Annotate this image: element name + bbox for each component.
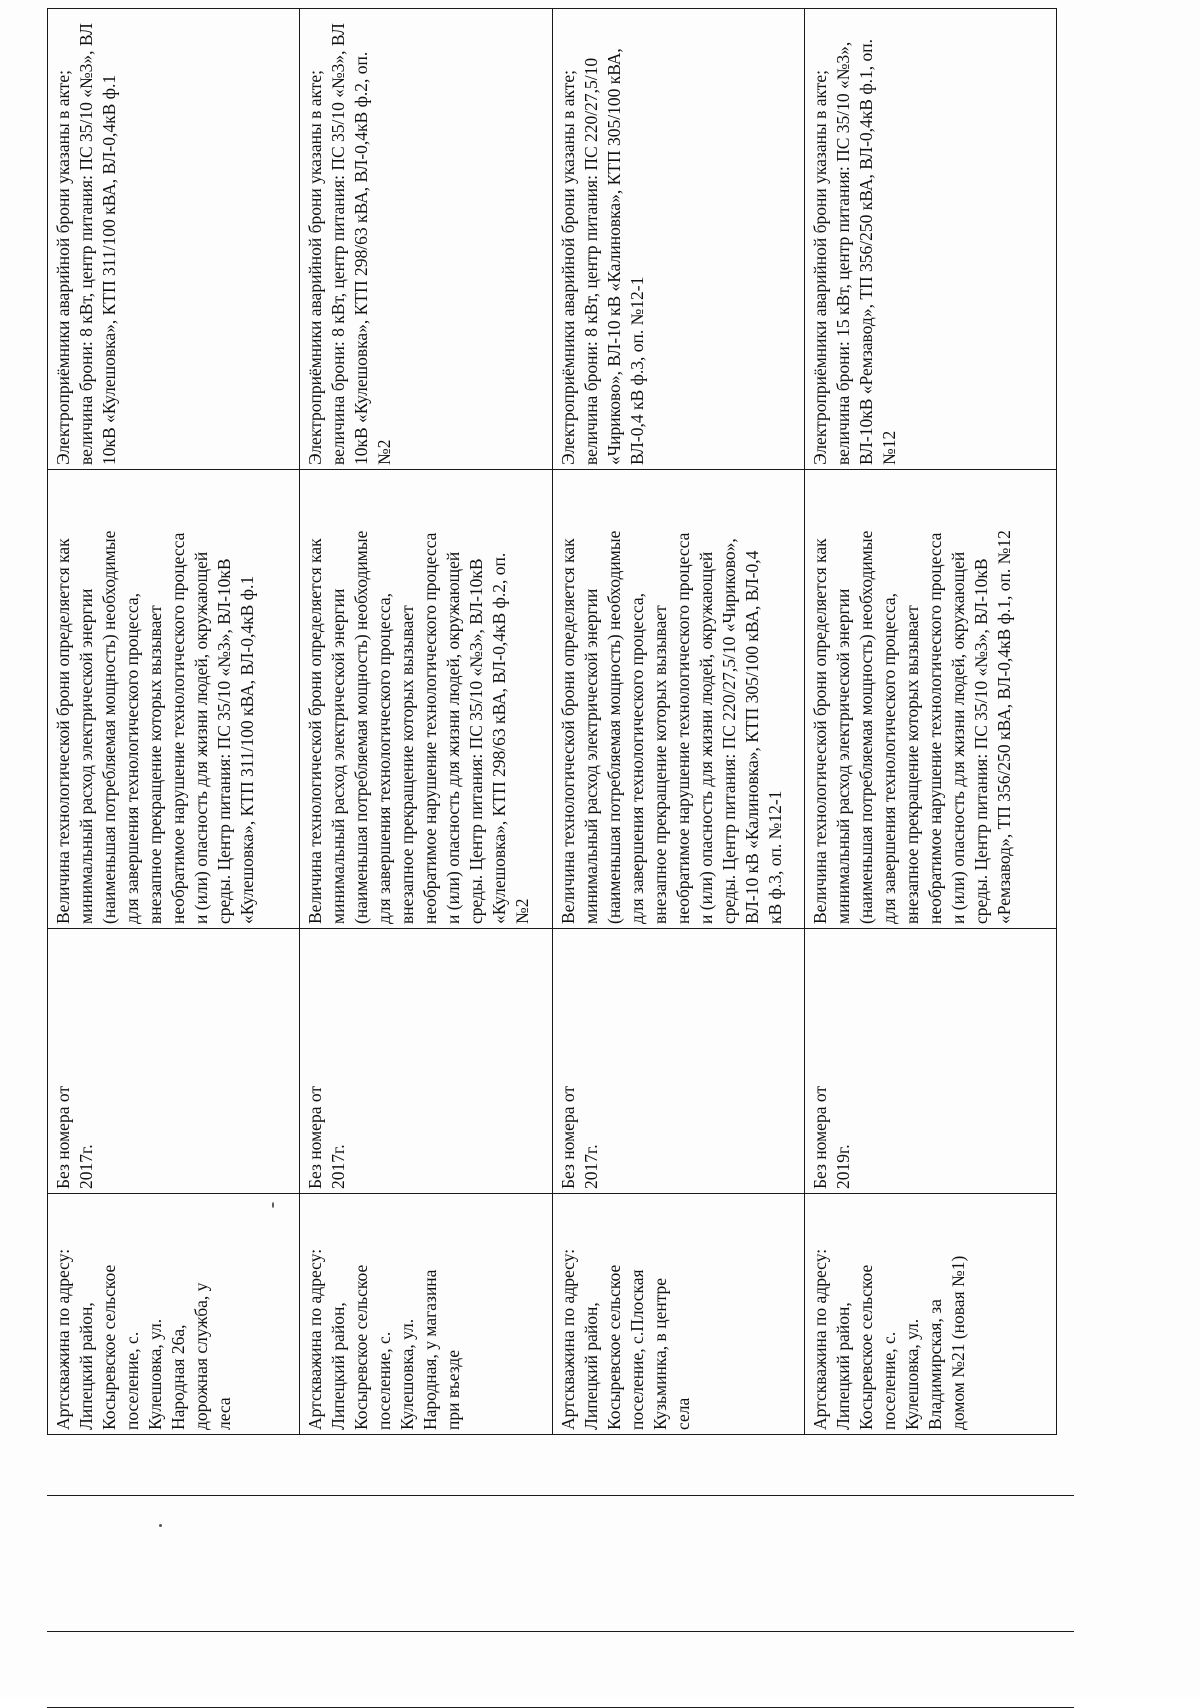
cell-text-line: Кулешовка, ул. [397,1318,418,1430]
cell-text-line: минимальный расход электрической энергии [832,588,853,924]
cell-text-line: ВЛ-10 кВ «Калиновка», КТП 305/100 кВА, ВЛ-0,4 [741,550,762,924]
cell-text-line: величина брони: 15 кВт, центр питания: ПС 35/10 «№3», [832,41,853,465]
cell-text-line: 2017г. [328,1144,349,1189]
cell-text-line: Без номера от [305,1085,326,1189]
cell-text-line: Косыревское сельское [603,1264,624,1430]
table-row [48,9,300,1435]
cell-text-line: Величина технологической брони определяется как [557,538,578,924]
cell-text-line: величина брони: 8 кВт, центр питания: ПС 35/10 «№3», ВЛ [76,23,96,465]
cell-text-line: и (или) опасность для жизни людей, окружающей [443,551,464,924]
cell-text-line: поселение, с.Плоская [626,1269,647,1430]
cell-text-line: 2017г. [580,1144,601,1189]
cell-text-line: Народная 26а, [168,1324,188,1430]
cell-text-line: леса [214,1397,234,1430]
cell-text-line: «Чириково», ВЛ-10 кВ «Калиновка», КТП 305/100 кВА, [603,48,624,465]
cell-text-line: Электроприёмники аварийной брони указаны в акте; [557,69,578,465]
cell-text-line: Кулешовка, ул. [145,1318,165,1430]
table-row [552,9,804,1435]
cell-text-line: «Кулешовка», КТП 298/63 кВА, ВЛ-0,4кВ ф.2, оп. [489,552,510,924]
cell-text-line: Электроприёмники аварийной брони указаны в акте; [53,69,73,465]
cell-text-line: для завершения технологического процесса, [626,593,647,924]
cell-text-line: ВЛ-0,4 кВ ф.3, оп. №12-1 [626,276,647,465]
act-cell [300,929,552,1194]
cell-text-line: среды. Центр питания: ПС 35/10 «№3», ВЛ-10кВ [970,558,991,924]
cell-text-line: для завершения технологического процесса, [374,593,395,924]
act-cell [48,929,300,1194]
tech-reserve-cell [300,470,552,929]
cell-text-line: Артскважина по адресу: [305,1248,326,1430]
cell-text-line: поселение, с. [374,1331,395,1430]
emergency-reserve-cell [804,9,1056,470]
cell-text-line: для завершения технологического процесса, [122,593,142,924]
cell-text-line: и (или) опасность для жизни людей, окружающей [695,551,716,924]
cell-text-line: №12 [878,430,899,465]
cell-text-line: величина брони: 8 кВт, центр питания: ПС 35/10 «№3», ВЛ [328,23,349,465]
cell-text-line: Без номера от [557,1085,578,1189]
cell-text-line: среды. Центр питания: ПС 35/10 «№3», ВЛ-10кВ [214,558,234,924]
emergency-reserve-cell [48,9,300,470]
cell-text-line: дорожная служба, у [191,1282,211,1430]
cell-text-line: №2 [512,898,533,924]
table-row [804,9,1056,1435]
cell-text-line: величина брони: 8 кВт, центр питания: ПС 220/27,5/10 [580,57,601,465]
cell-text-line: Электроприёмники аварийной брони указаны в акте; [809,69,830,465]
tech-reserve-cell [48,470,300,929]
scan-speck [272,1202,274,1208]
cell-text-line: для завершения технологического процесса, [878,593,899,924]
tech-reserve-cell [552,470,804,929]
cell-text-line: (наименьшая потребляемая мощность) необходимые [603,530,624,924]
cell-text-line: Без номера от [53,1085,73,1189]
cell-text-line: Косыревское сельское [351,1264,372,1430]
cell-text-line: минимальный расход электрической энергии [76,588,96,924]
cell-text-line: села [672,1397,693,1430]
cell-text-line: Артскважина по адресу: [557,1248,578,1430]
object-cell [300,1194,552,1435]
cell-text-line: 2019г. [832,1144,853,1189]
cell-text-line: необратимое нарушение технологического процесса [672,532,693,924]
cell-text-line: внезапное прекращение которых вызывает [901,605,922,924]
object-cell [804,1194,1056,1435]
cell-text-line: и (или) опасность для жизни людей, окружающей [947,551,968,924]
signature-line [47,1631,1074,1632]
cell-text-line: минимальный расход электрической энергии [580,588,601,924]
cell-text-line: Липецкий район, [328,1302,349,1430]
cell-text-line: (наименьшая потребляемая мощность) необходимые [351,530,372,924]
cell-text-line: 10кВ «Кулешовка», КТП 298/63 кВА, ВЛ-0,4кВ ф.2, оп. [351,51,372,465]
cell-text-line: Кузьминка, в центре [649,1277,670,1430]
signature-line [47,1495,1074,1496]
cell-text-line: среды. Центр питания: ПС 220/27,5/10 «Чириково», [718,538,739,924]
table-row [300,9,552,1435]
emergency-reserve-cell [300,9,552,470]
cell-text-line: Народная, у магазина [420,1269,441,1430]
cell-text-line: среды. Центр питания: ПС 35/10 «№3», ВЛ-10кВ [466,558,487,924]
cell-text-line: Величина технологической брони определяется как [305,538,326,924]
cell-text-line: необратимое нарушение технологического процесса [420,532,441,924]
cell-text-line: Липецкий район, [76,1302,96,1430]
cell-text-line: Владимирская, за [924,1299,945,1430]
cell-text-line: Липецкий район, [580,1302,601,1430]
object-cell [48,1194,300,1435]
cell-text-line: «Кулешовка», КТП 311/100 кВА, ВЛ-0,4кВ ф.1 [237,575,257,924]
cell-text-line: Величина технологической брони определяется как [53,538,73,924]
cell-text-line: 10кВ «Кулешовка», КТП 311/100 кВА, ВЛ-0,4кВ ф.1 [99,74,119,465]
cell-text-line: «Ремзавод», ТП 356/250 кВА, ВЛ-0,4кВ ф.1, оп. №12 [993,530,1014,924]
cell-text-line: внезапное прекращение которых вызывает [145,605,165,924]
cell-text-line: и (или) опасность для жизни людей, окружающей [191,551,211,924]
emergency-reserve-cell [552,9,804,470]
cell-text-line: Величина технологической брони определяется как [809,538,830,924]
cell-text-line: кВ ф.3, оп. №12-1 [764,790,785,924]
act-cell [804,929,1056,1194]
cell-text-line: минимальный расход электрической энергии [328,588,349,924]
cell-text-line: (наименьшая потребляемая мощность) необходимые [99,530,119,924]
cell-text-line: Без номера от [809,1085,830,1189]
tech-reserve-cell [804,470,1056,929]
cell-text-line: Косыревское сельское [855,1264,876,1430]
act-cell [552,929,804,1194]
rotated-table-wrapper [47,23,1057,1435]
cell-text-line: Кулешовка, ул. [901,1318,922,1430]
cell-text-line: внезапное прекращение которых вызывает [649,605,670,924]
cell-text-line: ВЛ-10кВ «Ремзавод», ТП 356/250 кВА, ВЛ-0,4кВ ф.1, оп. [855,38,876,465]
cell-text-line: Артскважина по адресу: [53,1248,73,1430]
cell-text-line: при въезде [443,1350,464,1430]
cell-text-line: поселение, с. [122,1331,142,1430]
cell-text-line: (наименьшая потребляемая мощность) необходимые [855,530,876,924]
cell-text-line: поселение, с. [878,1331,899,1430]
scan-speck [159,1524,162,1527]
cell-text-line: необратимое нарушение технологического процесса [168,532,188,924]
backup-power-table [47,8,1057,1435]
cell-text-line: необратимое нарушение технологического процесса [924,532,945,924]
cell-text-line: 2017г. [76,1144,96,1189]
cell-text-line: №2 [374,439,395,465]
cell-text-line: внезапное прекращение которых вызывает [397,605,418,924]
cell-text-line: Артскважина по адресу: [809,1248,830,1430]
cell-text-line: Косыревское сельское [99,1264,119,1430]
object-cell [552,1194,804,1435]
cell-text-line: Липецкий район, [832,1302,853,1430]
cell-text-line: Электроприёмники аварийной брони указаны в акте; [305,69,326,465]
cell-text-line: домом №21 (новая №1) [947,1255,968,1430]
